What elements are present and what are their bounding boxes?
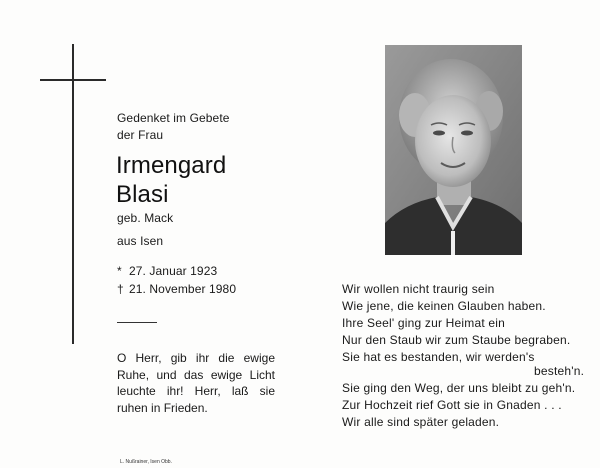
- poem-line: Sie hat es bestanden, wir werden's: [342, 350, 535, 364]
- prayer-text: O Herr, gib ihr die ewige Ruhe, und das ewige Licht leuchte ihr! Herr, laß sie ruhen in Frieden.: [117, 351, 275, 415]
- birth-star-icon: *: [117, 264, 122, 278]
- poem-line: Wie jene, die keinen Glauben haben.: [342, 299, 546, 313]
- poem-line: Sie ging den Weg, der uns bleibt zu geh'n.: [342, 381, 576, 395]
- divider-line: [117, 322, 157, 323]
- intro-line-1: Gedenket im Gebete: [117, 111, 230, 125]
- cross-horizontal-beam: [40, 79, 106, 81]
- poem-line: Nur den Staub wir zum Staube begraben.: [342, 333, 571, 347]
- first-name: Irmengard: [116, 152, 227, 179]
- poem-line: Wir alle sind später geladen.: [342, 415, 500, 429]
- maiden-name: geb. Mack: [117, 211, 174, 225]
- cross-vertical-beam: [72, 44, 74, 344]
- death-line: [117, 282, 236, 297]
- intro-line-2: der Frau: [117, 128, 164, 142]
- last-name: Blasi: [116, 181, 169, 208]
- poem-line: Zur Hochzeit rief Gott sie in Gnaden . . .: [342, 398, 562, 412]
- poem-line: Wir wollen nicht traurig sein: [342, 282, 495, 296]
- death-date: 21. November 1980: [129, 282, 237, 296]
- death-dagger-icon: †: [117, 282, 124, 296]
- printer-imprint: L. Nußrainer, Isen Obb.: [120, 459, 172, 465]
- birth-line: [117, 264, 217, 279]
- poem-line: besteh'n.: [534, 364, 585, 378]
- birth-date: 27. Januar 1923: [129, 264, 218, 278]
- portrait-photo: [385, 45, 522, 255]
- poem-line: Ihre Seel' ging zur Heimat ein: [342, 316, 506, 330]
- hometown: aus Isen: [117, 234, 164, 248]
